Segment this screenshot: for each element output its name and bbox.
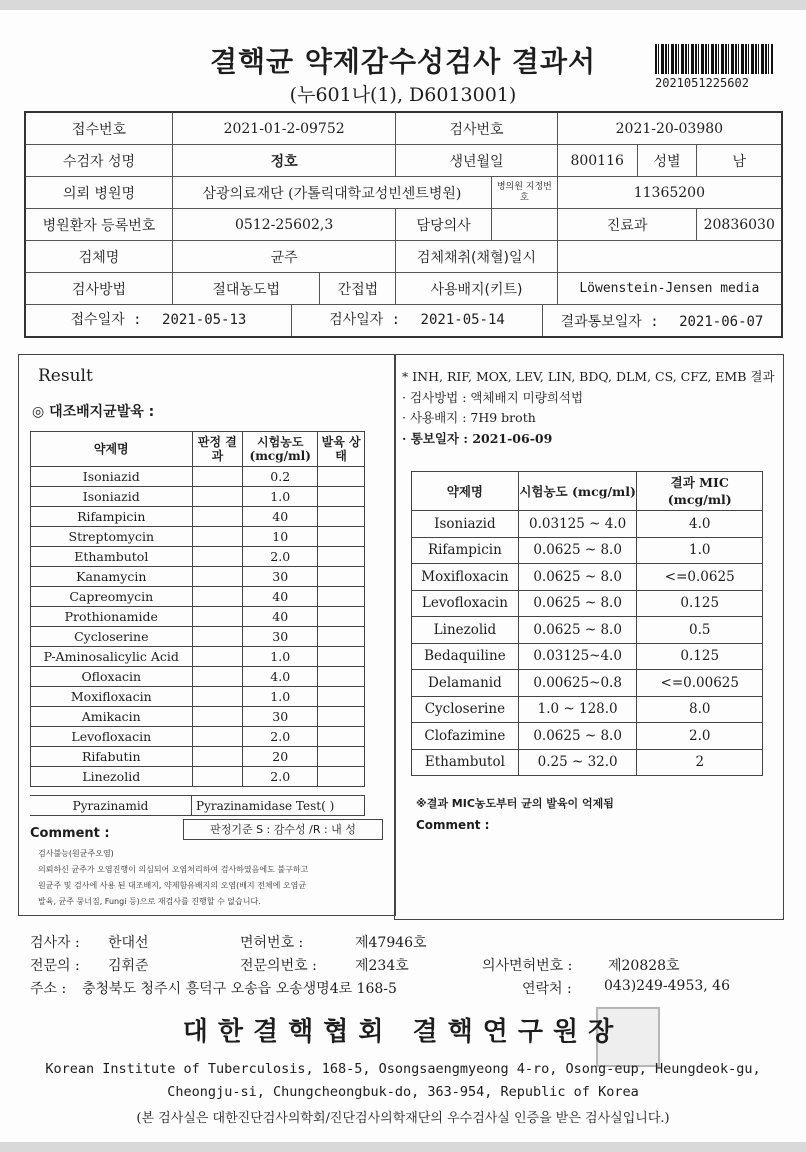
method-label: 검사방법 (25, 273, 172, 305)
growth-cell (318, 747, 365, 767)
drug-name: P-Aminosalicylic Acid (31, 647, 193, 667)
growth-cell (318, 587, 365, 607)
mic-range-cell: 0.0625 ~ 8.0 (518, 590, 637, 617)
mic-col-drug: 약제명 (412, 472, 519, 511)
hospital-code-label: 병의원 지정번호 (491, 177, 557, 209)
drug-name: Rifampicin (31, 507, 193, 527)
patient-info-table (24, 111, 783, 338)
drug-name: Isoniazid (31, 487, 193, 507)
concentration-cell: 1.0 (243, 647, 318, 667)
examiner-label: 검사자 : (30, 935, 80, 951)
concentration-cell: 2.0 (243, 547, 318, 567)
concentration-cell: 1.0 (243, 487, 318, 507)
col-concentration: 시험농도 (mcg/ml) (243, 432, 318, 467)
drug-name: Moxifloxacin (31, 687, 193, 707)
absolute-concentration-table (30, 431, 365, 787)
license-value: 제47946호 (355, 935, 427, 951)
license-label: 면허번호 : (240, 935, 304, 951)
table-row (412, 749, 763, 776)
drug-name: Ethambutol (31, 547, 193, 567)
reception-no-value: 2021-01-2-09752 (172, 112, 395, 145)
birth-label: 생년월일 (396, 145, 557, 177)
concentration-cell: 40 (243, 587, 318, 607)
note-line-4: 발육, 균주 뭉너짐, Fungi 등)으로 재검사를 진행할 수 없습니다. (38, 897, 261, 906)
mic-result-cell: 2 (637, 749, 763, 776)
mic-result-cell: 0.5 (637, 617, 763, 644)
concentration-cell: 40 (243, 507, 318, 527)
table-row (31, 547, 365, 567)
mic-drug-name: Delamanid (412, 670, 519, 697)
mic-drug-name: Isoniazid (412, 511, 519, 538)
pyrazinamid-label: Pyrazinamid (30, 796, 192, 816)
drug-name: Cycloserine (31, 627, 193, 647)
judgement-cell (192, 727, 243, 747)
mic-drug-name: Linezolid (412, 617, 519, 644)
table-row (31, 587, 365, 607)
judgement-cell (192, 687, 243, 707)
mic-note: ※결과 MIC농도부터 균의 발육이 억제됨 (416, 797, 614, 810)
drug-name: Linezolid (31, 767, 193, 787)
left-comment-label: Comment : (30, 826, 110, 841)
table-row (31, 567, 365, 587)
growth-cell (318, 527, 365, 547)
drug-name: Ofloxacin (31, 667, 193, 687)
col-judgement: 판정 결과 (192, 432, 243, 467)
reported-label: 결과통보일자 : (560, 313, 659, 330)
table-row (31, 487, 365, 507)
collect-value (557, 241, 782, 273)
mic-report-date: · 통보일자 : 2021-06-09 (402, 431, 553, 446)
control-growth-label: ◎ 대조배지균발육 : (32, 404, 155, 420)
doctor-license-value: 제20828호 (608, 958, 680, 974)
dept-label: 진료과 (557, 209, 697, 241)
drug-name: Levofloxacin (31, 727, 193, 747)
table-row (31, 727, 365, 747)
mic-table (411, 471, 763, 776)
medium-value: Löwenstein-Jensen media (557, 273, 782, 305)
organization-name: 대한결핵협회 결핵연구원장 (182, 1017, 624, 1047)
tested-value: 2021-05-14 (420, 312, 505, 328)
growth-cell (318, 567, 365, 587)
pyrazinamid-row (30, 795, 365, 816)
address-label: 주소 : (30, 981, 67, 997)
growth-cell (318, 647, 365, 667)
table-row (412, 511, 763, 538)
table-row (412, 617, 763, 644)
table-row (31, 467, 365, 487)
mic-result-cell: <=0.0625 (637, 564, 763, 591)
patient-name-value: 정호 (172, 145, 395, 177)
english-address-2: Cheongju-si, Chungcheongbuk-do, 363-954, Republic of Korea (167, 1084, 639, 1100)
concentration-cell: 30 (243, 567, 318, 587)
judgement-cell (192, 527, 243, 547)
growth-cell (318, 687, 365, 707)
mic-result-cell: 4.0 (637, 511, 763, 538)
hospital-value: 삼광의료재단 (가톨릭대학교성빈센트병원) (172, 177, 491, 209)
examiner-name: 한대선 (108, 935, 149, 951)
spec-no-label: 전문의번호 : (240, 958, 317, 974)
specimen-label: 검체명 (25, 241, 172, 273)
growth-cell (318, 707, 365, 727)
concentration-cell: 1.0 (243, 687, 318, 707)
judgement-cell (192, 667, 243, 687)
drug-name: Amikacin (31, 707, 193, 727)
english-address-1: Korean Institute of Tuberculosis, 168-5, Osongsaengmyeong 4-ro, Osong-eup, Heungdeok-gu, (45, 1061, 761, 1077)
test-no-label: 검사번호 (396, 112, 557, 145)
doctor-label: 담당의사 (396, 209, 492, 241)
judgement-cell (192, 747, 243, 767)
mic-drug-list: * INH, RIF, MOX, LEV, LIN, BDQ, DLM, CS, CFZ, EMB 결과 (402, 369, 775, 384)
reported-value: 2021-06-07 (679, 313, 764, 330)
specialist-name: 김휘준 (108, 958, 149, 974)
method-value: 절대농도법 (172, 273, 320, 305)
judgement-cell (192, 467, 243, 487)
judgement-cell (192, 547, 243, 567)
table-row (412, 590, 763, 617)
document-subtitle: (누601나(1), D6013001) (289, 84, 517, 106)
judgement-cell (192, 707, 243, 727)
table-row (412, 670, 763, 697)
patient-reg-label: 병원환자 등록번호 (25, 209, 172, 241)
mic-range-cell: 0.03125~4.0 (518, 643, 637, 670)
mic-drug-name: Ethambutol (412, 749, 519, 776)
contact-value: 043)249-4953, 46 (604, 978, 730, 994)
mic-drug-name: Levofloxacin (412, 590, 519, 617)
mic-result-cell: 0.125 (637, 590, 763, 617)
judgement-cell (192, 647, 243, 667)
judgement-cell (192, 607, 243, 627)
concentration-cell: 2.0 (243, 767, 318, 787)
table-row (412, 696, 763, 723)
mic-result-cell: 0.125 (637, 643, 763, 670)
document-title: 결핵균 약제감수성검사 결과서 (209, 45, 597, 78)
drug-name: Kanamycin (31, 567, 193, 587)
hospital-code-value: 11365200 (557, 177, 782, 209)
mic-range-cell: 0.03125 ~ 4.0 (518, 511, 637, 538)
growth-cell (318, 607, 365, 627)
table-row (31, 687, 365, 707)
table-row (31, 767, 365, 787)
table-row (31, 607, 365, 627)
mic-drug-name: Cycloserine (412, 696, 519, 723)
judgement-cell (192, 627, 243, 647)
tested-label: 검사일자 : (329, 312, 401, 328)
mic-range-cell: 1.0 ~ 128.0 (518, 696, 637, 723)
drug-name: Rifabutin (31, 747, 193, 767)
table-row (31, 627, 365, 647)
growth-cell (318, 467, 365, 487)
mic-range-cell: 0.25 ~ 32.0 (518, 749, 637, 776)
concentration-cell: 10 (243, 527, 318, 547)
mic-range-cell: 0.0625 ~ 8.0 (518, 617, 637, 644)
dept-value: 20836030 (697, 209, 782, 241)
drug-name: Prothionamide (31, 607, 193, 627)
concentration-cell: 30 (243, 627, 318, 647)
mic-drug-name: Moxifloxacin (412, 564, 519, 591)
result-heading: Result (38, 366, 93, 386)
hospital-label: 의뢰 병원명 (25, 177, 172, 209)
mic-medium: · 사용배지 : 7H9 broth (402, 410, 536, 425)
doctor-license-label: 의사면허번호 : (482, 958, 573, 974)
mic-drug-name: Bedaquiline (412, 643, 519, 670)
note-line-3: 원균주 및 검사에 사용 된 대조배지, 약제함유배지의 오염(배지 전체에 오염균 (38, 881, 307, 890)
table-row (412, 537, 763, 564)
growth-cell (318, 727, 365, 747)
certification-note: (본 검사실은 대한진단검사의학회/진단검사의학재단의 우수검사실 인증을 받은 검사실입니다.) (136, 1111, 670, 1126)
barcode-image (655, 44, 773, 74)
concentration-cell: 0.2 (243, 467, 318, 487)
mic-range-cell: 0.00625~0.8 (518, 670, 637, 697)
table-row (412, 564, 763, 591)
sex-value: 남 (697, 145, 782, 177)
mic-range-cell: 0.0625 ~ 8.0 (518, 537, 637, 564)
mic-range-cell: 0.0625 ~ 8.0 (518, 564, 637, 591)
pyrazinamidase-test: Pyrazinamidase Test( ) (192, 796, 365, 816)
table-row (31, 527, 365, 547)
concentration-cell: 2.0 (243, 727, 318, 747)
table-row (31, 667, 365, 687)
concentration-cell: 30 (243, 707, 318, 727)
spec-no-value: 제234호 (355, 958, 409, 974)
specimen-value: 균주 (172, 241, 395, 273)
judgement-cell (192, 507, 243, 527)
growth-cell (318, 667, 365, 687)
growth-cell (318, 627, 365, 647)
table-row (412, 643, 763, 670)
method-value-2: 간접법 (320, 273, 396, 305)
barcode-number: 2021051225602 (655, 76, 749, 90)
mic-drug-name: Clofazimine (412, 723, 519, 750)
reception-no-label: 접수번호 (25, 112, 172, 145)
growth-cell (318, 767, 365, 787)
received-value: 2021-05-13 (162, 312, 247, 328)
table-row (31, 707, 365, 727)
birth-value: 800116 (557, 145, 637, 177)
judgement-cell (192, 587, 243, 607)
mic-result-cell: 2.0 (637, 723, 763, 750)
top-scan-edge (0, 0, 806, 10)
specialist-label: 전문의 : (30, 958, 80, 974)
bottom-scan-edge (0, 1142, 806, 1152)
concentration-cell: 20 (243, 747, 318, 767)
table-row (31, 647, 365, 667)
growth-cell (318, 507, 365, 527)
mic-col-result: 결과 MIC (mcg/ml) (637, 472, 763, 511)
table-row (412, 723, 763, 750)
right-comment-label: Comment : (416, 818, 490, 832)
mic-result-cell: 1.0 (637, 537, 763, 564)
drug-name: Isoniazid (31, 467, 193, 487)
col-growth: 발육 상태 (318, 432, 365, 467)
table-row (31, 747, 365, 767)
doctor-value (491, 209, 557, 241)
note-line-2: 의뢰하신 균주가 오염진행이 의심되어 오염처리하여 검사하였음에도 불구하고 (38, 865, 309, 874)
mic-result-cell: <=0.00625 (637, 670, 763, 697)
growth-cell (318, 547, 365, 567)
table-row (31, 507, 365, 527)
patient-reg-value: 0512-25602,3 (172, 209, 395, 241)
judgement-legend: 판정기준 S : 감수성 /R : 내 성 (183, 819, 383, 840)
medium-label: 사용배지(키트) (396, 273, 557, 305)
sex-label: 성별 (637, 145, 697, 177)
drug-name: Streptomycin (31, 527, 193, 547)
judgement-cell (192, 487, 243, 507)
drug-name: Capreomycin (31, 587, 193, 607)
mic-col-range: 시험농도 (mcg/ml) (518, 472, 637, 511)
patient-name-label: 수검자 성명 (25, 145, 172, 177)
mic-drug-name: Rifampicin (412, 537, 519, 564)
concentration-cell: 40 (243, 607, 318, 627)
growth-cell (318, 487, 365, 507)
concentration-cell: 4.0 (243, 667, 318, 687)
note-line-1: 검사불능(원균주오염) (38, 849, 114, 858)
judgement-cell (192, 767, 243, 787)
contact-label: 연락처 : (522, 981, 572, 997)
address-value: 충청북도 청주시 흥덕구 오송읍 오송생명4로 168-5 (82, 981, 397, 997)
received-label: 접수일자 : (70, 312, 142, 328)
mic-result-cell: 8.0 (637, 696, 763, 723)
mic-method: · 검사방법 : 액체배지 미량희석법 (402, 390, 584, 405)
mic-range-cell: 0.0625 ~ 8.0 (518, 723, 637, 750)
test-no-value: 2021-20-03980 (557, 112, 782, 145)
judgement-cell (192, 567, 243, 587)
col-drug: 약제명 (31, 432, 193, 467)
collect-label: 검체채취(채혈)일시 (396, 241, 557, 273)
